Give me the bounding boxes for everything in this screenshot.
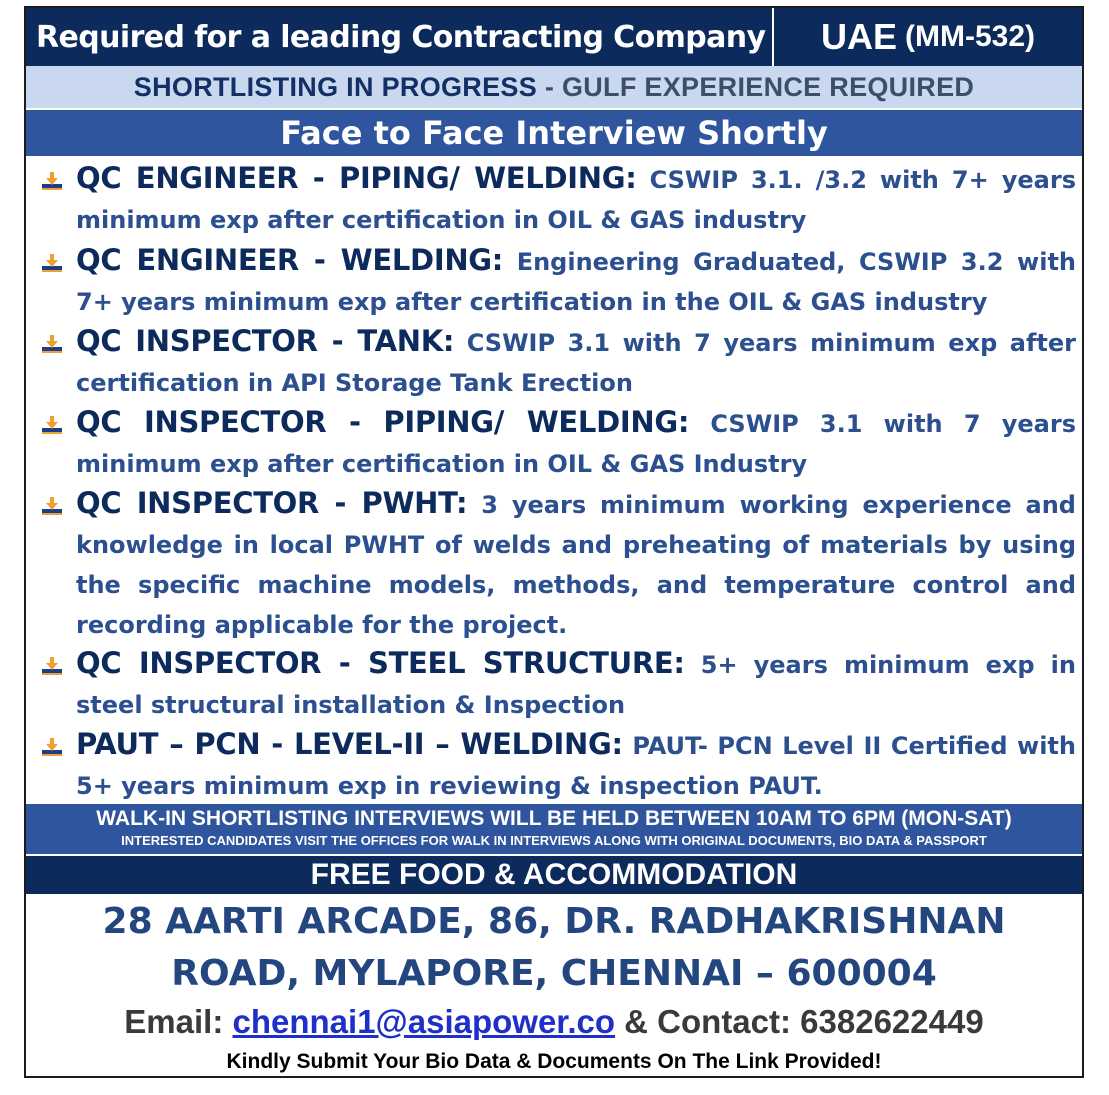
arrow-bullet-icon bbox=[40, 495, 64, 519]
arrow-bullet-icon bbox=[40, 414, 64, 438]
shortlisting-status: SHORTLISTING IN PROGRESS bbox=[133, 71, 538, 102]
office-address bbox=[26, 896, 1082, 1000]
job-details: 5+ years minimum exp in steel structural installation & Inspection bbox=[76, 651, 1076, 719]
job-text bbox=[76, 483, 1076, 645]
arrow-bullet-icon bbox=[40, 655, 64, 679]
job-text bbox=[76, 402, 1076, 484]
arrow-bullet-icon bbox=[40, 170, 64, 194]
job-title: QC ENGINEER - WELDING: bbox=[76, 243, 504, 277]
walkin-bar bbox=[26, 804, 1082, 854]
header-title: Required for a leading Contracting Company bbox=[26, 8, 774, 66]
benefits-bar: FREE FOOD & ACCOMMODATION bbox=[26, 856, 1082, 894]
job-text bbox=[76, 724, 1076, 806]
job-item bbox=[40, 402, 1076, 483]
job-title: QC ENGINEER - PIPING/ WELDING: bbox=[76, 161, 637, 195]
job-text bbox=[76, 240, 1076, 322]
job-item bbox=[40, 724, 1076, 804]
job-text bbox=[76, 643, 1076, 725]
job-list bbox=[40, 158, 1076, 804]
job-item bbox=[40, 240, 1076, 321]
walkin-schedule: WALK-IN SHORTLISTING INTERVIEWS WILL BE HELD BETWEEN 10AM TO 6PM (MON-SAT) bbox=[96, 807, 1012, 830]
arrow-bullet-icon bbox=[40, 252, 64, 276]
arrow-bullet-icon bbox=[40, 736, 64, 760]
address-line-1: 28 AARTI ARCADE, 86, DR. RADHAKRISHNAN bbox=[102, 901, 1006, 942]
job-title: PAUT – PCN - LEVEL-II – WELDING: bbox=[76, 727, 623, 761]
job-title: QC INSPECTOR - TANK: bbox=[76, 324, 455, 358]
job-title: QC INSPECTOR - PWHT: bbox=[76, 486, 468, 520]
job-details: 3 years minimum working experience and knowledge in local PWHT of welds and preheating of materials by using the specific machine models, methods, and temperature control and recording applicable for the project. bbox=[76, 491, 1076, 639]
shortlisting-separator: - bbox=[537, 71, 562, 102]
job-ad-poster bbox=[24, 6, 1084, 1078]
job-text bbox=[76, 321, 1076, 403]
job-item bbox=[40, 483, 1076, 643]
shortlisting-bar bbox=[26, 66, 1082, 108]
job-details: PAUT- PCN Level II Certified with 5+ years minimum exp in reviewing & inspection PAUT. bbox=[76, 732, 1076, 800]
job-item bbox=[40, 643, 1076, 724]
job-text bbox=[76, 158, 1076, 240]
contact-line bbox=[26, 1002, 1082, 1042]
header-location-block bbox=[774, 16, 1082, 58]
email-link[interactable]: chennai1@asiapower.co bbox=[232, 1003, 615, 1040]
contact-label: & Contact: bbox=[624, 1003, 791, 1040]
email-label: Email: bbox=[124, 1003, 224, 1040]
header-bar bbox=[26, 8, 1082, 66]
job-details: Engineering Graduated, CSWIP 3.2 with 7+ years minimum exp after certification in the OIL & GAS industry bbox=[76, 248, 1076, 316]
phone-number: 6382622449 bbox=[800, 1003, 984, 1040]
shortlisting-requirement: GULF EXPERIENCE REQUIRED bbox=[561, 71, 975, 102]
header-location: UAE bbox=[820, 16, 897, 57]
walkin-instructions: INTERESTED CANDIDATES VISIT THE OFFICES FOR WALK IN INTERVIEWS ALONG WITH ORIGINAL DOCUMENTS, BIO DATA & PASSPORT bbox=[121, 833, 987, 848]
job-details: CSWIP 3.1 with 7 years minimum exp after certification in OIL & GAS Industry bbox=[76, 410, 1077, 478]
job-item bbox=[40, 158, 1076, 240]
job-details: CSWIP 3.1. /3.2 with 7+ years minimum exp after certification in OIL & GAS industry bbox=[76, 166, 1077, 234]
interview-banner: Face to Face Interview Shortly bbox=[26, 110, 1082, 156]
job-details: CSWIP 3.1 with 7 years minimum exp after certification in API Storage Tank Erection bbox=[76, 329, 1077, 397]
arrow-bullet-icon bbox=[40, 333, 64, 357]
footer-note: Kindly Submit Your Bio Data & Documents On The Link Provided! bbox=[226, 1050, 882, 1073]
header-code: (MM-532) bbox=[905, 20, 1036, 53]
job-title: QC INSPECTOR - PIPING/ WELDING: bbox=[76, 405, 690, 439]
address-line-2: ROAD, MYLAPORE, CHENNAI – 600004 bbox=[171, 953, 937, 994]
job-item bbox=[40, 321, 1076, 402]
job-title: QC INSPECTOR - STEEL STRUCTURE: bbox=[76, 646, 685, 680]
